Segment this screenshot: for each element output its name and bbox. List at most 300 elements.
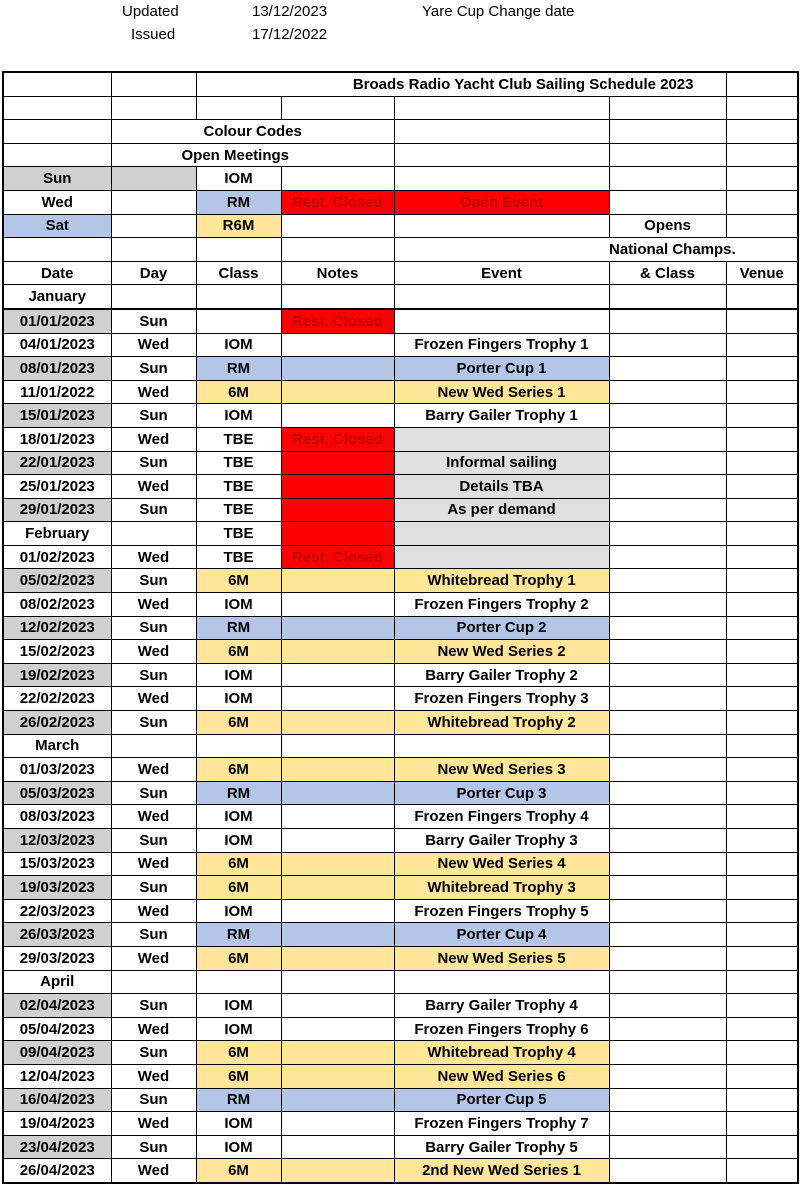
notes-cell bbox=[281, 522, 394, 546]
notes-cell bbox=[281, 1088, 394, 1112]
event-cell: New Wed Series 6 bbox=[394, 1064, 609, 1088]
day-cell: Wed bbox=[111, 333, 196, 357]
col-header-venue: Venue bbox=[726, 261, 798, 285]
day-cell: Sun bbox=[111, 498, 196, 522]
class-cell: IOM bbox=[196, 829, 281, 853]
date-cell: 26/04/2023 bbox=[3, 1159, 111, 1183]
legend-open-meetings: Open Meetings bbox=[111, 143, 394, 167]
event-cell: Whitebread Trophy 4 bbox=[394, 1041, 609, 1065]
legend-row-colour-codes bbox=[3, 120, 798, 144]
national-class-cell bbox=[609, 498, 726, 522]
blank-row bbox=[3, 96, 798, 120]
class-cell: IOM bbox=[196, 994, 281, 1018]
date-cell: 05/03/2023 bbox=[3, 781, 111, 805]
national-class-cell bbox=[609, 357, 726, 381]
col-header-notes: Notes bbox=[281, 261, 394, 285]
class-cell: TBE bbox=[196, 427, 281, 451]
schedule-row bbox=[3, 333, 798, 357]
notes-cell bbox=[281, 498, 394, 522]
schedule-row bbox=[3, 923, 798, 947]
event-cell: Barry Gailer Trophy 1 bbox=[394, 404, 609, 428]
class-cell: 6M bbox=[196, 1064, 281, 1088]
date-cell: 22/02/2023 bbox=[3, 687, 111, 711]
event-cell: Frozen Fingers Trophy 3 bbox=[394, 687, 609, 711]
day-cell: Wed bbox=[111, 475, 196, 499]
venue-cell bbox=[726, 711, 798, 735]
month-row bbox=[3, 970, 798, 994]
class-cell: 6M bbox=[196, 876, 281, 900]
date-cell: 22/03/2023 bbox=[3, 899, 111, 923]
date-cell: 08/03/2023 bbox=[3, 805, 111, 829]
schedule-row bbox=[3, 805, 798, 829]
venue-cell bbox=[726, 734, 798, 758]
class-cell bbox=[196, 734, 281, 758]
date-cell: 08/01/2023 bbox=[3, 357, 111, 381]
venue-cell bbox=[726, 1088, 798, 1112]
class-cell: IOM bbox=[196, 1112, 281, 1136]
event-cell bbox=[394, 309, 609, 333]
legend-row-sun bbox=[3, 167, 798, 191]
national-class-cell bbox=[609, 1064, 726, 1088]
schedule-row bbox=[3, 616, 798, 640]
national-class-cell bbox=[609, 451, 726, 475]
notes-cell bbox=[281, 687, 394, 711]
venue-cell bbox=[726, 1017, 798, 1041]
venue-cell bbox=[726, 404, 798, 428]
event-cell: Frozen Fingers Trophy 7 bbox=[394, 1112, 609, 1136]
date-cell: 12/02/2023 bbox=[3, 616, 111, 640]
date-cell: 19/03/2023 bbox=[3, 876, 111, 900]
notes-cell: Rest. Closed bbox=[281, 309, 394, 333]
day-cell bbox=[111, 734, 196, 758]
national-class-cell bbox=[609, 994, 726, 1018]
notes-cell bbox=[281, 451, 394, 475]
legend-sat: Sat bbox=[3, 214, 111, 238]
national-class-cell bbox=[609, 805, 726, 829]
venue-cell bbox=[726, 1041, 798, 1065]
venue-cell bbox=[726, 758, 798, 782]
national-class-cell bbox=[609, 1112, 726, 1136]
event-cell: Whitebread Trophy 3 bbox=[394, 876, 609, 900]
schedule-row bbox=[3, 357, 798, 381]
day-cell: Wed bbox=[111, 1017, 196, 1041]
day-cell: Wed bbox=[111, 545, 196, 569]
day-cell: Wed bbox=[111, 687, 196, 711]
date-cell: 05/04/2023 bbox=[3, 1017, 111, 1041]
date-cell: 12/03/2023 bbox=[3, 829, 111, 853]
schedule-row bbox=[3, 593, 798, 617]
notes-cell bbox=[281, 1159, 394, 1183]
event-cell bbox=[394, 522, 609, 546]
schedule-row bbox=[3, 404, 798, 428]
schedule-row bbox=[3, 1088, 798, 1112]
class-cell: IOM bbox=[196, 687, 281, 711]
month-row bbox=[3, 734, 798, 758]
day-cell: Wed bbox=[111, 380, 196, 404]
day-cell: Sun bbox=[111, 781, 196, 805]
venue-cell bbox=[726, 687, 798, 711]
month-label: January bbox=[3, 285, 111, 309]
venue-cell bbox=[726, 640, 798, 664]
national-class-cell bbox=[609, 734, 726, 758]
col-header-event: Event bbox=[394, 261, 609, 285]
date-cell: 15/02/2023 bbox=[3, 640, 111, 664]
date-cell: 11/01/2022 bbox=[3, 380, 111, 404]
issued-label: Issued bbox=[131, 26, 176, 43]
class-cell: 6M bbox=[196, 1159, 281, 1183]
day-cell: Sun bbox=[111, 616, 196, 640]
venue-cell bbox=[726, 970, 798, 994]
schedule-row bbox=[3, 994, 798, 1018]
class-cell: RM bbox=[196, 923, 281, 947]
date-cell: 09/04/2023 bbox=[3, 1041, 111, 1065]
date-cell: 15/03/2023 bbox=[3, 852, 111, 876]
class-cell: 6M bbox=[196, 711, 281, 735]
notes-cell bbox=[281, 923, 394, 947]
schedule-row bbox=[3, 309, 798, 333]
notes-cell bbox=[281, 758, 394, 782]
national-class-cell bbox=[609, 1159, 726, 1183]
legend-sun: Sun bbox=[3, 167, 111, 191]
class-cell: RM bbox=[196, 616, 281, 640]
date-cell: 15/01/2023 bbox=[3, 404, 111, 428]
event-cell: New Wed Series 1 bbox=[394, 380, 609, 404]
column-header-row bbox=[3, 261, 798, 285]
day-cell: Wed bbox=[111, 593, 196, 617]
venue-cell bbox=[726, 357, 798, 381]
event-cell: Porter Cup 2 bbox=[394, 616, 609, 640]
national-class-cell bbox=[609, 475, 726, 499]
event-cell: New Wed Series 4 bbox=[394, 852, 609, 876]
schedule-row bbox=[3, 876, 798, 900]
class-cell: RM bbox=[196, 1088, 281, 1112]
event-cell: New Wed Series 5 bbox=[394, 946, 609, 970]
event-cell: As per demand bbox=[394, 498, 609, 522]
month-label: March bbox=[3, 734, 111, 758]
venue-cell bbox=[726, 663, 798, 687]
venue-cell bbox=[726, 1159, 798, 1183]
event-cell bbox=[394, 427, 609, 451]
class-cell: TBE bbox=[196, 498, 281, 522]
venue-cell bbox=[726, 899, 798, 923]
national-class-cell bbox=[609, 1088, 726, 1112]
event-cell: New Wed Series 2 bbox=[394, 640, 609, 664]
national-class-cell bbox=[609, 380, 726, 404]
venue-cell bbox=[726, 593, 798, 617]
sailing-schedule-table bbox=[2, 71, 799, 1184]
venue-cell bbox=[726, 805, 798, 829]
schedule-row bbox=[3, 475, 798, 499]
national-class-cell bbox=[609, 970, 726, 994]
national-class-cell bbox=[609, 758, 726, 782]
legend-national-champs: National Champs. bbox=[609, 238, 798, 262]
venue-cell bbox=[726, 946, 798, 970]
event-cell: Porter Cup 5 bbox=[394, 1088, 609, 1112]
date-cell: 29/01/2023 bbox=[3, 498, 111, 522]
day-cell: Wed bbox=[111, 852, 196, 876]
day-cell: Sun bbox=[111, 663, 196, 687]
schedule-row bbox=[3, 380, 798, 404]
event-cell: Barry Gailer Trophy 4 bbox=[394, 994, 609, 1018]
venue-cell bbox=[726, 994, 798, 1018]
class-cell bbox=[196, 309, 281, 333]
class-cell: IOM bbox=[196, 593, 281, 617]
day-cell: Wed bbox=[111, 758, 196, 782]
venue-cell bbox=[726, 876, 798, 900]
notes-cell bbox=[281, 404, 394, 428]
date-cell: 22/01/2023 bbox=[3, 451, 111, 475]
event-cell bbox=[394, 734, 609, 758]
event-cell bbox=[394, 545, 609, 569]
day-cell: Wed bbox=[111, 640, 196, 664]
day-cell: Sun bbox=[111, 876, 196, 900]
venue-cell bbox=[726, 852, 798, 876]
date-cell: 19/02/2023 bbox=[3, 663, 111, 687]
day-cell: Wed bbox=[111, 805, 196, 829]
event-cell: Frozen Fingers Trophy 5 bbox=[394, 899, 609, 923]
schedule-row bbox=[3, 1135, 798, 1159]
national-class-cell bbox=[609, 1017, 726, 1041]
month-row-january bbox=[3, 285, 798, 309]
schedule-row bbox=[3, 781, 798, 805]
legend-colour-codes: Colour Codes bbox=[111, 120, 394, 144]
issued-date: 17/12/2022 bbox=[252, 26, 328, 43]
date-cell: 23/04/2023 bbox=[3, 1135, 111, 1159]
day-cell: Sun bbox=[111, 829, 196, 853]
date-cell: 01/02/2023 bbox=[3, 545, 111, 569]
updated-note: Yare Cup Change date bbox=[422, 3, 575, 20]
class-cell: TBE bbox=[196, 451, 281, 475]
national-class-cell bbox=[609, 593, 726, 617]
date-cell: 02/04/2023 bbox=[3, 994, 111, 1018]
class-cell: 6M bbox=[196, 380, 281, 404]
event-cell: Porter Cup 4 bbox=[394, 923, 609, 947]
col-header-day: Day bbox=[111, 261, 196, 285]
legend-row-sat bbox=[3, 214, 798, 238]
schedule-row bbox=[3, 829, 798, 853]
date-cell: 05/02/2023 bbox=[3, 569, 111, 593]
legend-row-open-meetings bbox=[3, 143, 798, 167]
venue-cell bbox=[726, 309, 798, 333]
schedule-row bbox=[3, 687, 798, 711]
day-cell bbox=[111, 522, 196, 546]
legend-r6m: R6M bbox=[196, 214, 281, 238]
date-cell: 26/03/2023 bbox=[3, 923, 111, 947]
venue-cell bbox=[726, 1135, 798, 1159]
title-row bbox=[3, 72, 798, 96]
event-cell: Whitebread Trophy 1 bbox=[394, 569, 609, 593]
national-class-cell bbox=[609, 663, 726, 687]
notes-cell bbox=[281, 616, 394, 640]
schedule-row bbox=[3, 946, 798, 970]
day-cell: Wed bbox=[111, 1064, 196, 1088]
day-cell bbox=[111, 970, 196, 994]
notes-cell bbox=[281, 1112, 394, 1136]
notes-cell: Rest. Closed bbox=[281, 545, 394, 569]
notes-cell bbox=[281, 876, 394, 900]
legend-row-national bbox=[3, 238, 798, 262]
updated-date: 13/12/2023 bbox=[252, 3, 328, 20]
event-cell: Barry Gailer Trophy 2 bbox=[394, 663, 609, 687]
notes-cell bbox=[281, 380, 394, 404]
col-header-class: Class bbox=[196, 261, 281, 285]
notes-cell bbox=[281, 946, 394, 970]
national-class-cell bbox=[609, 781, 726, 805]
class-cell: TBE bbox=[196, 475, 281, 499]
venue-cell bbox=[726, 451, 798, 475]
day-cell: Wed bbox=[111, 946, 196, 970]
class-cell: 6M bbox=[196, 758, 281, 782]
date-cell: 26/02/2023 bbox=[3, 711, 111, 735]
notes-cell bbox=[281, 711, 394, 735]
schedule-row bbox=[3, 1112, 798, 1136]
class-cell: TBE bbox=[196, 522, 281, 546]
day-cell: Sun bbox=[111, 404, 196, 428]
event-cell: New Wed Series 3 bbox=[394, 758, 609, 782]
legend-iom: IOM bbox=[196, 167, 281, 191]
venue-cell bbox=[726, 829, 798, 853]
day-cell: Sun bbox=[111, 711, 196, 735]
notes-cell bbox=[281, 1064, 394, 1088]
event-cell: Details TBA bbox=[394, 475, 609, 499]
notes-cell: Rest. Closed bbox=[281, 427, 394, 451]
class-cell: RM bbox=[196, 357, 281, 381]
venue-cell bbox=[726, 333, 798, 357]
notes-cell bbox=[281, 475, 394, 499]
date-cell: 19/04/2023 bbox=[3, 1112, 111, 1136]
class-cell: 6M bbox=[196, 569, 281, 593]
class-cell: IOM bbox=[196, 1017, 281, 1041]
notes-cell bbox=[281, 734, 394, 758]
schedule-row bbox=[3, 451, 798, 475]
venue-cell bbox=[726, 475, 798, 499]
month-label: April bbox=[3, 970, 111, 994]
national-class-cell bbox=[609, 640, 726, 664]
event-cell: Frozen Fingers Trophy 1 bbox=[394, 333, 609, 357]
national-class-cell bbox=[609, 522, 726, 546]
notes-cell bbox=[281, 1135, 394, 1159]
event-cell: Barry Gailer Trophy 3 bbox=[394, 829, 609, 853]
notes-cell bbox=[281, 1041, 394, 1065]
date-cell: 01/03/2023 bbox=[3, 758, 111, 782]
day-cell: Wed bbox=[111, 427, 196, 451]
schedule-row bbox=[3, 758, 798, 782]
date-cell: 12/04/2023 bbox=[3, 1064, 111, 1088]
notes-cell bbox=[281, 333, 394, 357]
col-header-date: Date bbox=[3, 261, 111, 285]
schedule-row bbox=[3, 711, 798, 735]
legend-opens: Opens bbox=[609, 214, 726, 238]
notes-cell bbox=[281, 640, 394, 664]
event-cell: Whitebread Trophy 2 bbox=[394, 711, 609, 735]
date-cell: 29/03/2023 bbox=[3, 946, 111, 970]
schedule-row bbox=[3, 427, 798, 451]
day-cell: Sun bbox=[111, 923, 196, 947]
schedule-row bbox=[3, 545, 798, 569]
event-cell: 2nd New Wed Series 1 bbox=[394, 1159, 609, 1183]
class-cell: IOM bbox=[196, 1135, 281, 1159]
national-class-cell bbox=[609, 923, 726, 947]
day-cell: Wed bbox=[111, 899, 196, 923]
national-class-cell bbox=[609, 545, 726, 569]
class-cell: 6M bbox=[196, 640, 281, 664]
national-class-cell bbox=[609, 616, 726, 640]
event-cell: Porter Cup 1 bbox=[394, 357, 609, 381]
class-cell: RM bbox=[196, 781, 281, 805]
notes-cell bbox=[281, 805, 394, 829]
notes-cell bbox=[281, 593, 394, 617]
schedule-row bbox=[3, 569, 798, 593]
legend-rm: RM bbox=[196, 190, 281, 214]
notes-cell bbox=[281, 829, 394, 853]
day-cell: Sun bbox=[111, 994, 196, 1018]
date-cell: 18/01/2023 bbox=[3, 427, 111, 451]
date-cell: 01/01/2023 bbox=[3, 309, 111, 333]
date-cell: 04/01/2023 bbox=[3, 333, 111, 357]
venue-cell bbox=[726, 923, 798, 947]
national-class-cell bbox=[609, 333, 726, 357]
legend-wed: Wed bbox=[3, 190, 111, 214]
national-class-cell bbox=[609, 404, 726, 428]
schedule-row bbox=[3, 852, 798, 876]
national-class-cell bbox=[609, 309, 726, 333]
venue-cell bbox=[726, 545, 798, 569]
venue-cell bbox=[726, 1112, 798, 1136]
notes-cell bbox=[281, 970, 394, 994]
class-cell: TBE bbox=[196, 545, 281, 569]
class-cell: IOM bbox=[196, 805, 281, 829]
class-cell: 6M bbox=[196, 1041, 281, 1065]
venue-cell bbox=[726, 522, 798, 546]
notes-cell bbox=[281, 852, 394, 876]
national-class-cell bbox=[609, 569, 726, 593]
date-cell: 25/01/2023 bbox=[3, 475, 111, 499]
national-class-cell bbox=[609, 829, 726, 853]
venue-cell bbox=[726, 781, 798, 805]
day-cell: Sun bbox=[111, 1041, 196, 1065]
venue-cell bbox=[726, 616, 798, 640]
event-cell: Informal sailing bbox=[394, 451, 609, 475]
national-class-cell bbox=[609, 1041, 726, 1065]
national-class-cell bbox=[609, 687, 726, 711]
venue-cell bbox=[726, 569, 798, 593]
notes-cell bbox=[281, 357, 394, 381]
day-cell: Wed bbox=[111, 1112, 196, 1136]
class-cell: IOM bbox=[196, 899, 281, 923]
date-cell: 08/02/2023 bbox=[3, 593, 111, 617]
updated-label: Updated bbox=[122, 3, 179, 20]
notes-cell bbox=[281, 569, 394, 593]
national-class-cell bbox=[609, 1135, 726, 1159]
legend-open-event: Open Event bbox=[394, 190, 609, 214]
class-cell: IOM bbox=[196, 404, 281, 428]
event-cell: Barry Gailer Trophy 5 bbox=[394, 1135, 609, 1159]
national-class-cell bbox=[609, 711, 726, 735]
col-header-national-class: & Class bbox=[609, 261, 726, 285]
notes-cell bbox=[281, 1017, 394, 1041]
schedule-row bbox=[3, 1064, 798, 1088]
event-cell: Frozen Fingers Trophy 4 bbox=[394, 805, 609, 829]
schedule-row bbox=[3, 663, 798, 687]
notes-cell bbox=[281, 994, 394, 1018]
day-cell: Sun bbox=[111, 357, 196, 381]
schedule-title: Broads Radio Yacht Club Sailing Schedule 2023 bbox=[281, 72, 726, 96]
schedule-row bbox=[3, 640, 798, 664]
date-cell: 16/04/2023 bbox=[3, 1088, 111, 1112]
month-row bbox=[3, 522, 798, 546]
legend-rest-closed: Rest. Closed bbox=[281, 190, 394, 214]
notes-cell bbox=[281, 781, 394, 805]
